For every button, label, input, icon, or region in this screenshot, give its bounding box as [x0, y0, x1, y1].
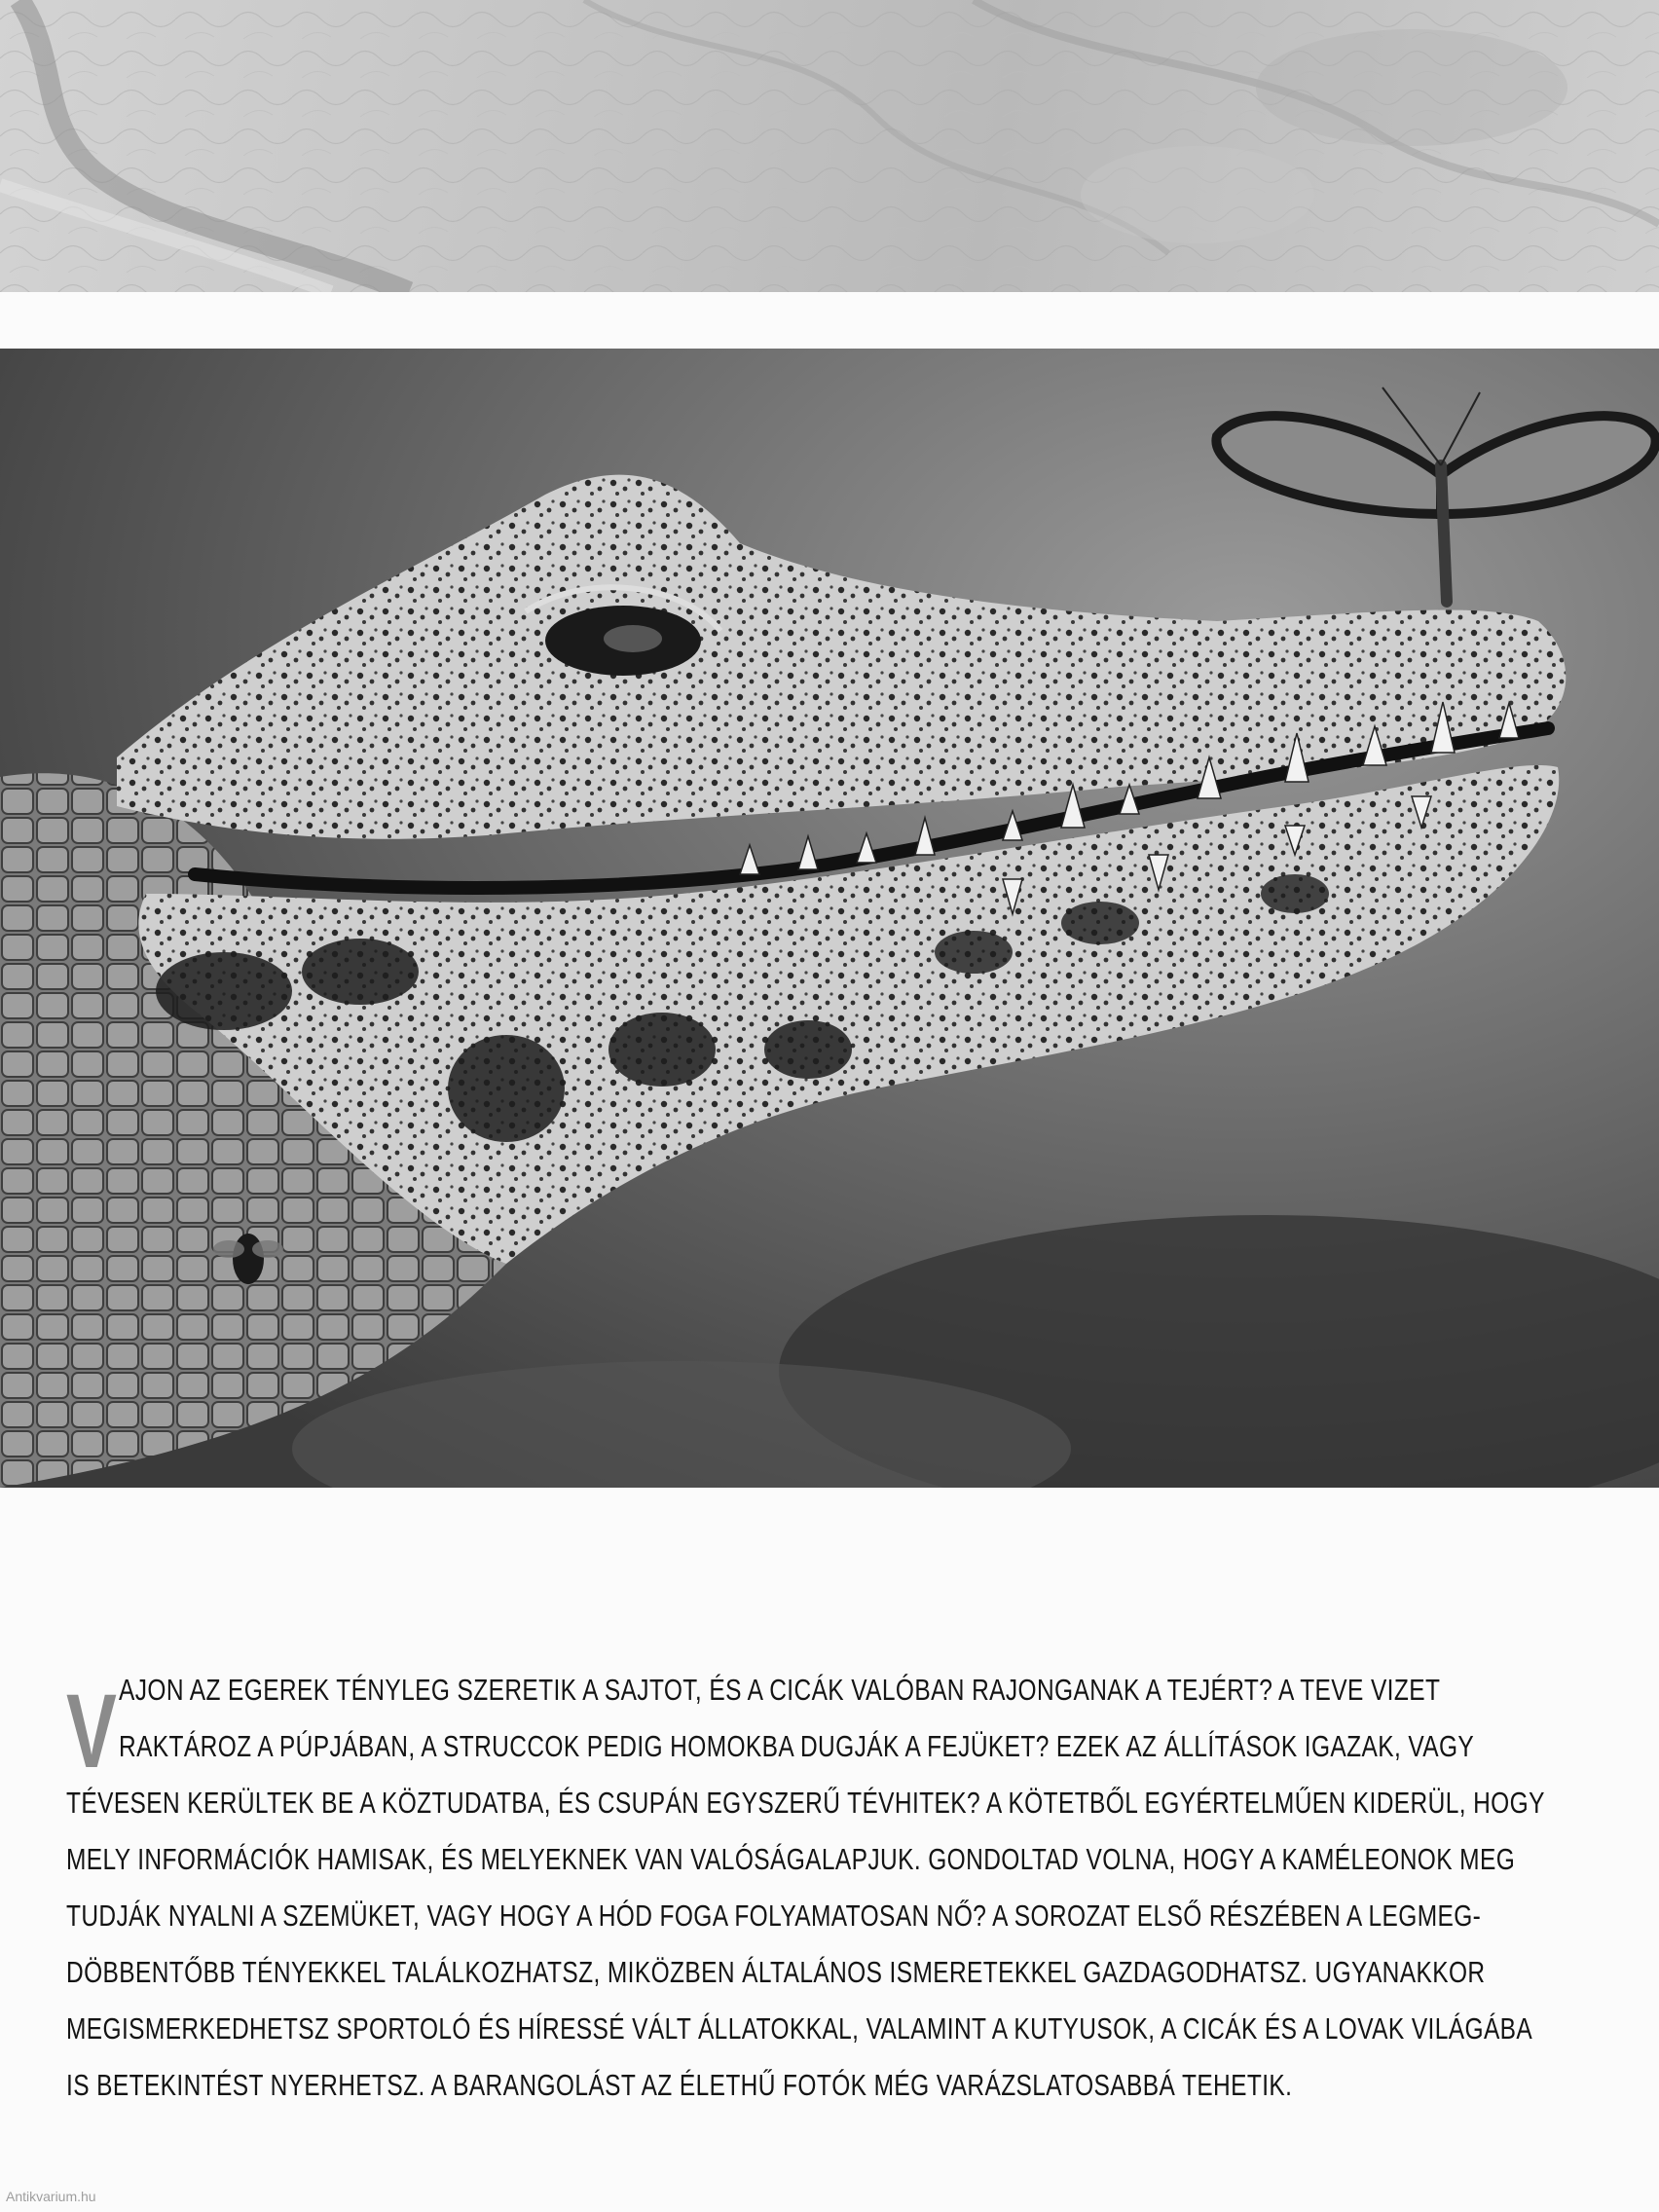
text-line: RAKTÁROZ A PÚPJÁBAN, A STRUCCOK PEDIG HOMOKBA DUGJÁK A FEJÜKET? EZEK AZ ÁLLÍTÁSOK IGAZAK, VAGY	[119, 1729, 1475, 1763]
text-line: DÖBBENTŐBB TÉNYEKKEL TALÁLKOZHATSZ, MIKÖZBEN ÁLTALÁNOS ISMERETEKKEL GAZDAGODHATSZ. UGYANAKKOR	[66, 1955, 1486, 1989]
drop-cap: V	[66, 1672, 117, 1789]
aerial-landscape-photo	[0, 0, 1659, 292]
text-line: TUDJÁK NYALNI A SZEMÜKET, VAGY HOGY A HÓD FOGA FOLYAMATOSAN NŐ? A SOROZAT ELSŐ RÉSZÉBEN A LEGMEG-	[66, 1899, 1482, 1933]
watermark: Antikvarium.hu	[6, 2189, 96, 2204]
text-line: MEGISMERKEDHETSZ SPORTOLÓ ÉS HÍRESSÉ VÁLT ÁLLATOKKAL, VALAMINT A KUTYUSOK, A CICÁK ÉS A LOVAK VILÁGÁBA	[66, 2011, 1533, 2046]
text-line: IS BETEKINTÉST NYERHETSZ. A BARANGOLÁST AZ ÉLETHŰ FOTÓK MÉG VARÁZSLATOSABBÁ TEHETIK.	[66, 2068, 1293, 2102]
text-line: MELY INFORMÁCIÓK HAMISAK, ÉS MELYEKNEK VAN VALÓSÁGALAPJUK. GONDOLTAD VOLNA, HOGY A KAMÉLEONOK MEG	[66, 1842, 1516, 1876]
text-line: AJON AZ EGEREK TÉNYLEG SZERETIK A SAJTOT, ÉS A CICÁK VALÓBAN RAJONGANAK A TEJÉRT? A TEVE VIZET	[119, 1673, 1441, 1707]
text-line: TÉVESEN KERÜLTEK BE A KÖZTUDATBA, ÉS CSUPÁN EGYSZERŰ TÉVHITEK? A KÖTETBŐL EGYÉRTELMŰEN KIDERÜL, HOGY	[66, 1786, 1545, 1820]
caiman-with-butterfly-photo	[0, 349, 1659, 1488]
